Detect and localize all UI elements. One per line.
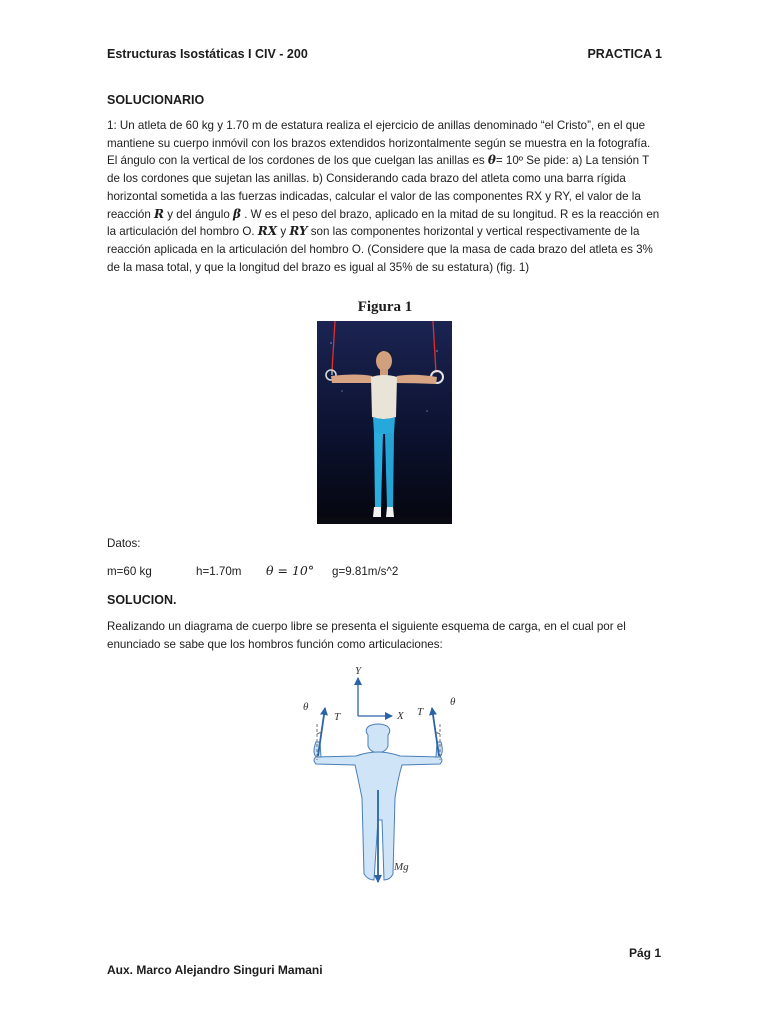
tension-label-left: T [334, 711, 341, 723]
data-theta: θ = 10° [266, 563, 315, 578]
solution-text: Realizando un diagrama de cuerpo libre se presenta el siguiente esquema de carga, en el cual por el enunciado se sabe que los hombros función como articulaciones: [107, 620, 626, 651]
page-number: Pág 1 [628, 946, 661, 960]
x-axis-label: X [397, 710, 404, 722]
weight-label: Mg [394, 861, 409, 873]
data-mass: m=60 kg [107, 565, 152, 578]
tension-arrow-left [318, 708, 325, 756]
tension-arrow-right [432, 708, 439, 756]
theta-label-right: θ [450, 696, 456, 708]
theta-symbol: θ [487, 153, 496, 168]
r-symbol: R [154, 206, 165, 221]
author: Aux. Marco Alejandro Singuri Mamani [107, 963, 323, 977]
problem-text-1: 1: Un atleta de 60 kg y 1.70 m de estatura realiza el ejercicio de anillas denominado “el Cristo”, en el que mantiene su cuerpo inmóvil con los brazos extendidos horizontalmente según se muestra en la fotografía. El ángulo con la vertical de los cordones de los que cuelgan las anillas es [107, 119, 651, 168]
problem-text-6: son las componentes horizontal y vertical respectivamente de la reacción aplicada en la articulación del hombro O. (Considere que la masa de cada brazo del atleta es 3% de la masa total, y que la longitud del brazo es igual al 35% de su estatura) (fig. 1) [107, 225, 653, 274]
section-title-solucion: SOLUCION. [107, 593, 177, 607]
theta-label-left: θ [303, 701, 309, 713]
data-height: h=1.70m [196, 565, 242, 578]
problem-text-4: . W es el peso del brazo, aplicado en la mitad de su longitud. R es la reacción en la articulación del hombro O. [107, 207, 660, 239]
section-title-solucionario: SOLUCIONARIO [107, 93, 205, 107]
figure-title: Figura 1 [357, 299, 413, 315]
gymnast-photo [317, 321, 452, 524]
rx-symbol: RX [257, 224, 278, 239]
y-axis-label: Y [355, 665, 362, 677]
problem-statement [107, 117, 663, 276]
header-practice: PRACTICA 1 [587, 47, 662, 61]
header-course: Estructuras Isostáticas I CIV - 200 [107, 47, 308, 61]
problem-text-2: = 10º Se pide: a) La tensión T de los cordones que sujetan las anillas. b) Considerando cada brazo del atleta como una barra rígida horizontal sometida a las fuerzas indicadas, calcular el valor de las componentes RX y RY, el valor de la reacción [107, 154, 649, 221]
free-body-diagram [298, 660, 478, 900]
data-gravity: g=9.81m/s^2 [332, 565, 399, 578]
tension-label-right: T [417, 706, 424, 718]
problem-text-3: y del ángulo [164, 207, 233, 221]
beta-symbol: β [233, 206, 241, 221]
ry-symbol: RY [289, 224, 308, 239]
datos-label: Datos: [107, 537, 141, 550]
problem-text-5: y [277, 225, 290, 239]
